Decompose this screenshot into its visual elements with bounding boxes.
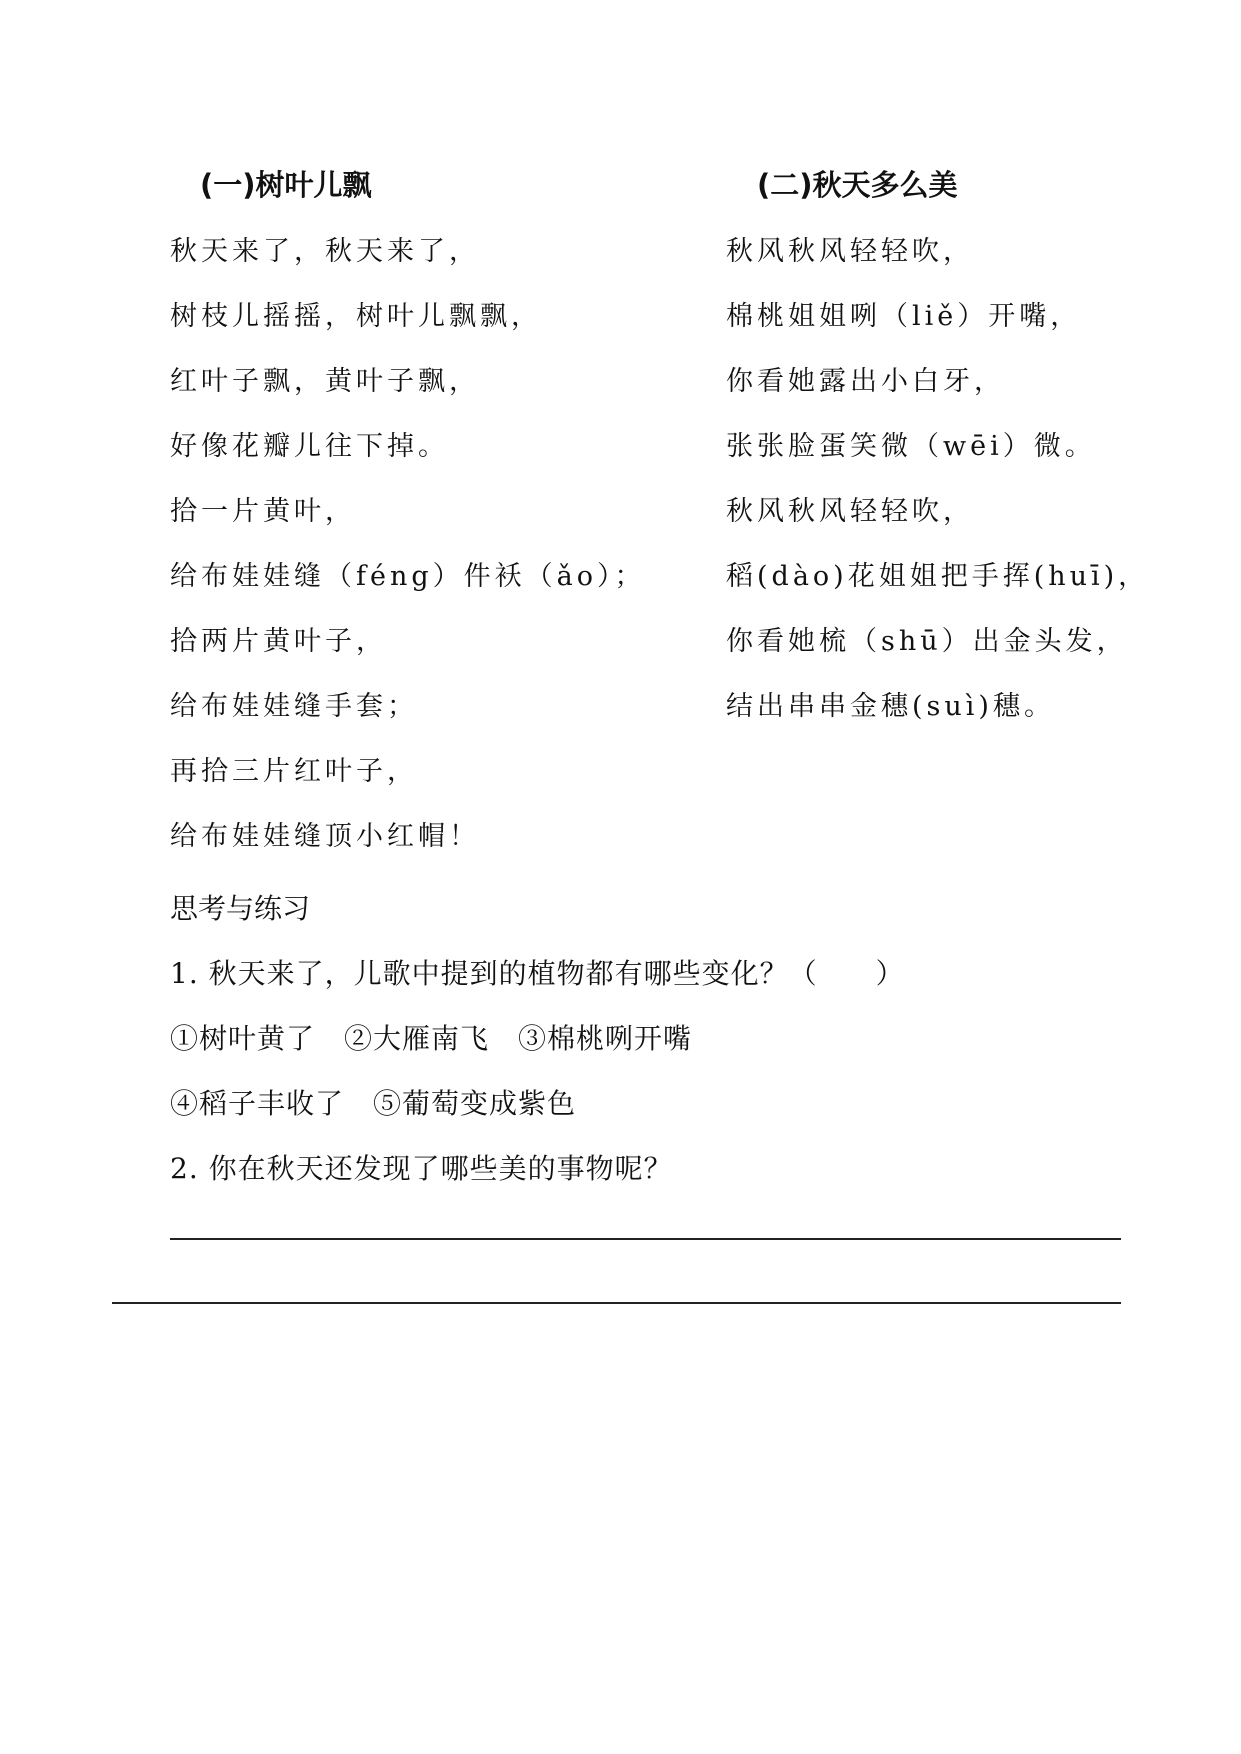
- poem1-title: (一)树叶儿飘: [200, 168, 372, 202]
- poem2-line: 你看她露出小白牙，: [726, 366, 1005, 397]
- poem1-line: 给布娃娃缝（féng）件袄（ǎo）；: [170, 561, 646, 592]
- poem2-line: 张张脸蛋笑微（wēi）微。: [726, 431, 1096, 462]
- poem2-line: 秋风秋风轻轻吹，: [726, 496, 974, 527]
- exercise-heading: 思考与练习: [170, 892, 311, 925]
- poem1-line: 好像花瓣儿往下掉。: [170, 431, 449, 462]
- question-2: 2. 你在秋天还发现了哪些美的事物呢？: [170, 1152, 673, 1185]
- poem2-line: 结出串串金穗(suì)穗。: [726, 691, 1055, 722]
- answer-line[interactable]: [112, 1302, 1121, 1304]
- poem1-line: 拾一片黄叶，: [170, 496, 356, 527]
- answer-line[interactable]: [170, 1238, 1121, 1240]
- options-row-2: ④稻子丰收了 ⑤葡萄变成紫色: [170, 1087, 577, 1120]
- poem1-line: 秋天来了，秋天来了，: [170, 236, 480, 267]
- poem2-line: 棉桃姐姐咧（liě）开嘴，: [726, 301, 1082, 332]
- poem2-line: 你看她梳（shū）出金头发，: [726, 626, 1128, 657]
- question-1: 1. 秋天来了，儿歌中提到的植物都有哪些变化？（ ）: [170, 957, 905, 990]
- poem2-title: (二)秋天多么美: [757, 168, 958, 202]
- poem2-line: 秋风秋风轻轻吹，: [726, 236, 974, 267]
- poem1-line: 给布娃娃缝顶小红帽！: [170, 821, 480, 852]
- poem1-line: 给布娃娃缝手套；: [170, 691, 418, 722]
- options-row-1: ①树叶黄了 ②大雁南飞 ③棉桃咧开嘴: [170, 1022, 693, 1055]
- poem1-line: 拾两片黄叶子，: [170, 626, 387, 657]
- poem1-line: 红叶子飘，黄叶子飘，: [170, 366, 480, 397]
- poem1-line: 树枝儿摇摇，树叶儿飘飘，: [170, 301, 542, 332]
- poem1-line: 再拾三片红叶子，: [170, 756, 418, 787]
- poem2-line: 稻(dào)花姐姐把手挥(huī)，: [726, 561, 1150, 592]
